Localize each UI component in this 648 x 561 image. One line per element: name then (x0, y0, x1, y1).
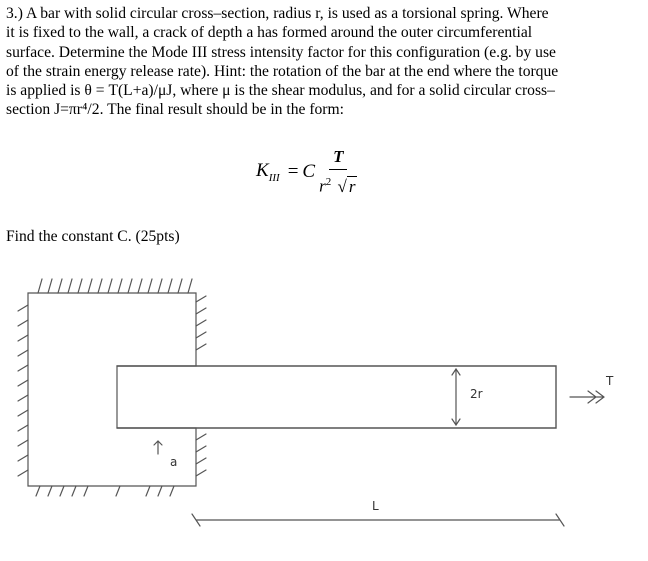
problem-line-5: is applied is θ = T(L+a)/μJ, where μ is the shear modulus, and for a solid circular cross– (6, 82, 555, 100)
label-T: T (606, 374, 614, 388)
sqrt-symbol: √ r (337, 176, 356, 196)
bar-outline (117, 366, 556, 428)
formula-numerator: T (329, 145, 347, 170)
problem-line-1: 3.) A bar with solid circular cross–section, radius r, is used as a torsional spring. Where (6, 5, 549, 22)
problem-line-6: section J=πr⁴/2. The final result should be in the form: (6, 101, 344, 119)
wall-hatch-right-lower (196, 434, 206, 476)
formula-denominator: $r^2$ √ r (319, 170, 357, 199)
wall-hatch-bottom (36, 486, 174, 496)
formula-equals: = (287, 160, 299, 182)
problem-line-3: surface. Determine the Mode III stress intensity factor for this configuration (e.g. by use (6, 43, 556, 61)
problem-line-2: it is fixed to the wall, a crack of depth a has formed around the outer circumferential (6, 24, 533, 42)
diameter-arrow (452, 369, 460, 425)
formula-k: $K_{III}$ (256, 159, 280, 184)
length-dimension-line (192, 514, 564, 526)
formula-constant: C (302, 160, 316, 182)
crack-depth-arrow (154, 441, 162, 454)
label-L: L (372, 499, 379, 513)
problem-line-4: of the strain energy release rate). Hint: the rotation of the bar at the end where the torque (6, 62, 559, 80)
torque-arrow (570, 391, 604, 403)
question-prompt: Find the constant C. (25pts) (6, 228, 180, 245)
label-2r: 2r (470, 387, 483, 401)
label-a: a (170, 455, 178, 469)
wall-hatch-right-upper (196, 296, 206, 350)
wall-hatch-top (38, 279, 192, 293)
wall-hatch-left (18, 305, 28, 476)
